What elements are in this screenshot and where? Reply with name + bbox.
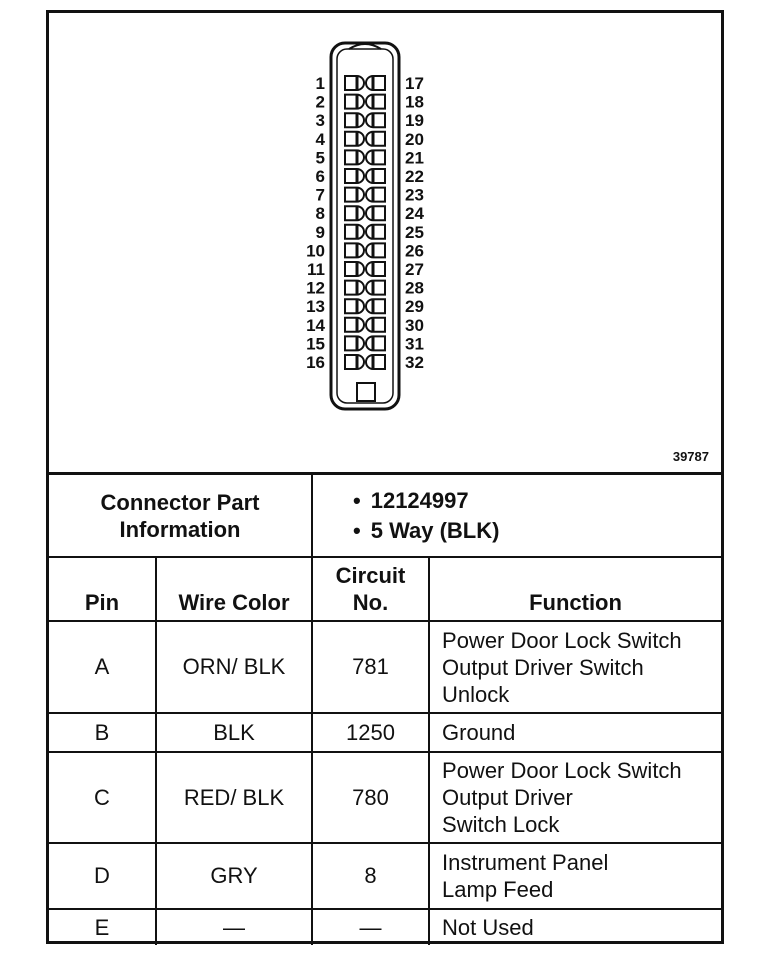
pin-number-label: 25 (405, 222, 424, 242)
pin-number-label: 5 (315, 148, 325, 168)
cavity-pin-13 (345, 299, 364, 313)
cavity-pin-11 (345, 262, 364, 276)
pin-number-label: 27 (405, 260, 424, 279)
function-line: Lamp Feed (442, 877, 554, 902)
function-line: Power Door Lock Switch (442, 627, 682, 653)
part-info-label: Connector Part Information (49, 475, 312, 557)
table-row (49, 621, 721, 713)
pin-number-label: 6 (315, 167, 325, 186)
pin-number-label: 31 (405, 334, 424, 354)
pin-number-label: 8 (315, 204, 325, 224)
pin-number-label: 28 (405, 278, 424, 298)
cavity-pin-18 (366, 95, 385, 109)
cavity-pin-21 (366, 150, 385, 164)
cavity-pin-14 (345, 318, 364, 332)
part-info-list (312, 475, 721, 557)
cavity-pin-28 (366, 281, 385, 295)
pin-number-label: 20 (405, 129, 424, 149)
header-function: Function (429, 557, 721, 621)
pin-cell: C (49, 752, 156, 843)
figure-number: 39787 (672, 449, 709, 464)
cavity-pin-26 (366, 243, 385, 257)
circuit-cell: 1250 (312, 713, 429, 752)
wire-color-cell: GRY (156, 843, 312, 909)
pin-number-label: 11 (307, 260, 325, 279)
pin-number-label: 29 (405, 297, 424, 317)
cavity-pin-4 (345, 132, 364, 146)
function-line: Instrument Panel (442, 850, 609, 875)
pin-cell: D (49, 843, 156, 909)
pin-number-label: 24 (405, 204, 424, 224)
function-line: Switch Lock (442, 812, 560, 837)
pin-number-label: 13 (306, 297, 325, 317)
header-pin: Pin (49, 557, 156, 621)
table-row (49, 752, 721, 843)
pin-number-label: 15 (306, 334, 325, 354)
function-cell (429, 752, 721, 843)
circuit-cell: 780 (312, 752, 429, 843)
function-cell (429, 909, 721, 945)
function-cell (429, 843, 721, 909)
pin-cell: A (49, 621, 156, 713)
pin-number-label: 9 (315, 222, 325, 242)
pin-number-label: 10 (306, 241, 325, 261)
pin-number-label: 3 (315, 111, 325, 131)
header-wire-color: Wire Color (156, 557, 312, 621)
circuit-cell: — (312, 909, 429, 945)
pin-number-label: 16 (306, 353, 325, 372)
pin-number-label: 12 (306, 278, 325, 298)
function-line: Not Used (442, 915, 534, 940)
cavity-pin-19 (366, 113, 385, 127)
cavity-pin-6 (345, 169, 364, 183)
function-cell (429, 713, 721, 752)
pin-number-label: 4 (315, 129, 325, 149)
pin-number-label: 23 (405, 185, 424, 205)
cavity-pin-24 (366, 206, 385, 220)
cavity-pin-8 (345, 206, 364, 220)
function-line: Unlock (442, 681, 510, 707)
cavity-pin-27 (366, 262, 385, 276)
function-cell (429, 621, 721, 713)
cavity-pin-30 (366, 318, 385, 332)
wire-color-cell: BLK (156, 713, 312, 752)
pin-number-label: 21 (405, 148, 424, 168)
pin-number-label: 32 (405, 353, 424, 372)
pin-number-label: 7 (315, 185, 325, 205)
cavity-pin-23 (366, 188, 385, 202)
cavity-pin-5 (345, 150, 364, 164)
cavity-pin-22 (366, 169, 385, 183)
cavity-pin-2 (345, 95, 364, 109)
connector-pin-table (49, 475, 721, 945)
table-row (49, 909, 721, 945)
connector-chart (46, 10, 724, 944)
cavity-pin-31 (366, 336, 385, 350)
function-line: Output Driver Switch (442, 654, 644, 680)
cavity-pin-25 (366, 225, 385, 239)
cavity-pin-20 (366, 132, 385, 146)
connector-face-view (49, 13, 721, 473)
cavity-pin-17 (366, 76, 385, 90)
cavity-pin-29 (366, 299, 385, 313)
pin-number-label: 18 (405, 92, 424, 112)
pin-number-label: 22 (405, 167, 424, 186)
cavity-pin-3 (345, 113, 364, 127)
pin-number-label: 17 (405, 74, 424, 93)
connector-diagram (49, 13, 721, 475)
circuit-cell: 8 (312, 843, 429, 909)
table-row (49, 843, 721, 909)
wire-color-cell: RED/ BLK (156, 752, 312, 843)
circuit-cell: 781 (312, 621, 429, 713)
pin-number-label: 19 (405, 111, 424, 131)
part-number: • 12124997 (353, 486, 713, 516)
cavity-pin-9 (345, 225, 364, 239)
header-row (49, 557, 721, 621)
wire-color-cell: ORN/ BLK (156, 621, 312, 713)
wire-color-cell: — (156, 909, 312, 945)
pin-cell: E (49, 909, 156, 945)
cavity-pin-16 (345, 355, 364, 369)
pin-number-label: 26 (405, 241, 424, 261)
cavity-pin-12 (345, 281, 364, 295)
cavity-pin-1 (345, 76, 364, 90)
function-line: Power Door Lock Switch (442, 758, 682, 783)
connector-housing (331, 43, 399, 409)
pin-number-label: 30 (405, 315, 424, 335)
function-line: Ground (442, 720, 516, 745)
connector-lock-tab (357, 383, 375, 401)
function-line: Output Driver (442, 785, 573, 810)
part-way-color: • 5 Way (BLK) (353, 516, 713, 546)
pin-cell: B (49, 713, 156, 752)
cavity-pin-10 (345, 243, 364, 257)
pin-number-label: 14 (306, 315, 325, 335)
cavity-pin-32 (366, 355, 385, 369)
header-circuit: Circuit No. (312, 557, 429, 621)
pin-number-label: 2 (315, 92, 325, 112)
cavity-pin-7 (345, 188, 364, 202)
pin-number-label: 1 (315, 74, 325, 93)
table-row (49, 713, 721, 752)
part-info-row (49, 475, 721, 557)
cavity-pin-15 (345, 336, 364, 350)
